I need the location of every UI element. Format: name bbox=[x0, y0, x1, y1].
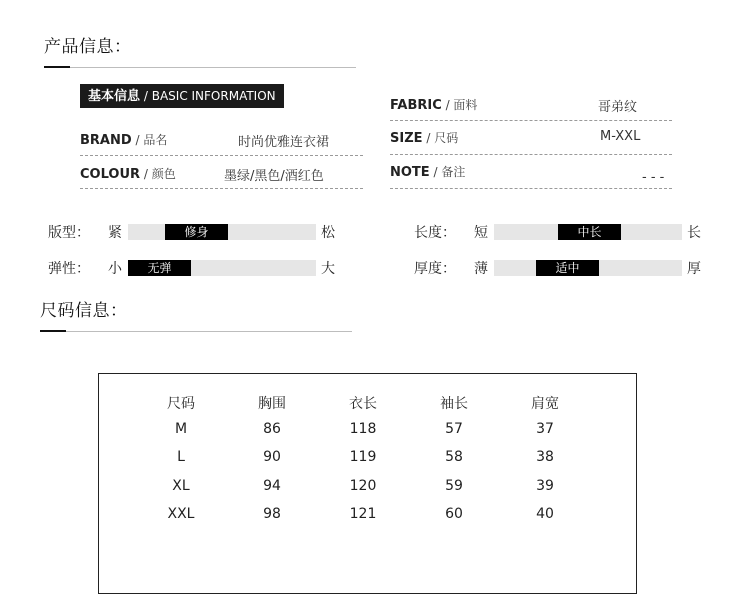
table-cell: L bbox=[177, 449, 185, 465]
basic-info-badge-zh: 基本信息 bbox=[88, 89, 141, 104]
elasticity-scale-name: 弹性： bbox=[48, 261, 90, 277]
colour-label: COLOUR / 颜色 bbox=[80, 167, 176, 182]
thickness-scale-name: 厚度： bbox=[414, 261, 456, 277]
fabric-value: 哥弟纹 bbox=[598, 100, 638, 115]
brand-value: 时尚优雅连衣裙 bbox=[238, 135, 330, 150]
size-table bbox=[98, 373, 637, 594]
colour-label-zh: 颜色 bbox=[151, 167, 176, 181]
fabric-divider bbox=[390, 120, 672, 121]
fabric-label-zh: 面料 bbox=[453, 98, 478, 112]
table-cell: 94 bbox=[263, 478, 281, 494]
brand-label: BRAND / 品名 bbox=[80, 133, 168, 148]
product-info-rule-accent bbox=[44, 66, 70, 68]
colour-divider bbox=[80, 188, 363, 189]
table-cell: 120 bbox=[349, 478, 377, 494]
size-table-header-row bbox=[151, 393, 575, 413]
note-label-zh: 备注 bbox=[441, 165, 466, 179]
elasticity-scale-max: 大 bbox=[321, 261, 335, 277]
table-cell: 39 bbox=[536, 478, 554, 494]
table-cell: 86 bbox=[263, 421, 281, 437]
table-cell: 59 bbox=[445, 478, 463, 494]
colour-value: 墨绿/黑色/酒红色 bbox=[224, 169, 324, 184]
table-row bbox=[151, 506, 575, 522]
table-cell: 118 bbox=[349, 421, 377, 437]
length-scale-selected: 中长 bbox=[558, 224, 621, 240]
size-info-title: 尺码信息： bbox=[40, 301, 128, 321]
size-value: M-XXL bbox=[600, 129, 641, 144]
brand-label-zh: 品名 bbox=[143, 133, 168, 147]
table-cell: M bbox=[174, 421, 188, 437]
brand-label-en: BRAND bbox=[80, 133, 132, 148]
note-value: - - - bbox=[642, 170, 665, 185]
table-row bbox=[151, 421, 575, 437]
table-cell: 40 bbox=[536, 506, 554, 522]
table-cell: 38 bbox=[536, 449, 554, 465]
note-label: NOTE / 备注 bbox=[390, 165, 466, 180]
length-scale-max: 长 bbox=[687, 225, 701, 241]
colour-label-en: COLOUR bbox=[80, 167, 141, 182]
size-label-zh: 尺码 bbox=[434, 131, 459, 145]
size-label-en: SIZE bbox=[390, 131, 423, 146]
table-cell: 90 bbox=[263, 449, 281, 465]
thickness-scale-max: 厚 bbox=[687, 261, 701, 277]
note-label-en: NOTE bbox=[390, 165, 430, 180]
table-cell: 60 bbox=[445, 506, 463, 522]
size-table-header-size: 尺码 bbox=[167, 396, 195, 412]
table-cell: 98 bbox=[263, 506, 281, 522]
table-cell: 121 bbox=[349, 506, 377, 522]
size-table-header-shoulder: 肩宽 bbox=[531, 396, 559, 412]
size-info-rule-accent bbox=[40, 330, 66, 332]
product-info-rule bbox=[44, 67, 356, 68]
note-divider bbox=[390, 188, 672, 189]
elasticity-scale-selected: 无弹 bbox=[128, 260, 191, 276]
table-row bbox=[151, 449, 575, 465]
size-label: SIZE / 尺码 bbox=[390, 131, 459, 146]
fit-scale-min: 紧 bbox=[108, 225, 122, 241]
size-divider bbox=[390, 154, 672, 155]
table-row bbox=[151, 478, 575, 494]
table-cell: 119 bbox=[349, 449, 377, 465]
size-table-header-sleeve: 袖长 bbox=[440, 396, 468, 412]
fit-scale-selected: 修身 bbox=[165, 224, 228, 240]
size-table-header-length: 衣长 bbox=[349, 396, 377, 412]
basic-info-badge-en: BASIC INFORMATION bbox=[151, 89, 276, 103]
length-scale-min: 短 bbox=[474, 225, 488, 241]
product-info-title: 产品信息： bbox=[44, 37, 132, 57]
thickness-scale-min: 薄 bbox=[474, 261, 488, 277]
table-cell: 57 bbox=[445, 421, 463, 437]
table-cell: 37 bbox=[536, 421, 554, 437]
size-info-rule bbox=[40, 331, 352, 332]
thickness-scale-selected: 适中 bbox=[536, 260, 599, 276]
table-cell: 58 bbox=[445, 449, 463, 465]
basic-info-badge-slash: / bbox=[143, 89, 148, 103]
elasticity-scale-min: 小 bbox=[108, 261, 122, 277]
fabric-label: FABRIC / 面料 bbox=[390, 98, 478, 113]
fabric-label-en: FABRIC bbox=[390, 98, 442, 113]
fit-scale-max: 松 bbox=[321, 225, 335, 241]
table-cell: XL bbox=[172, 478, 190, 494]
table-cell: XXL bbox=[167, 506, 195, 522]
size-table-header-bust: 胸围 bbox=[258, 396, 286, 412]
length-scale-name: 长度： bbox=[414, 225, 456, 241]
basic-info-badge bbox=[80, 84, 284, 108]
brand-divider bbox=[80, 155, 363, 156]
fit-scale-name: 版型： bbox=[48, 225, 90, 241]
